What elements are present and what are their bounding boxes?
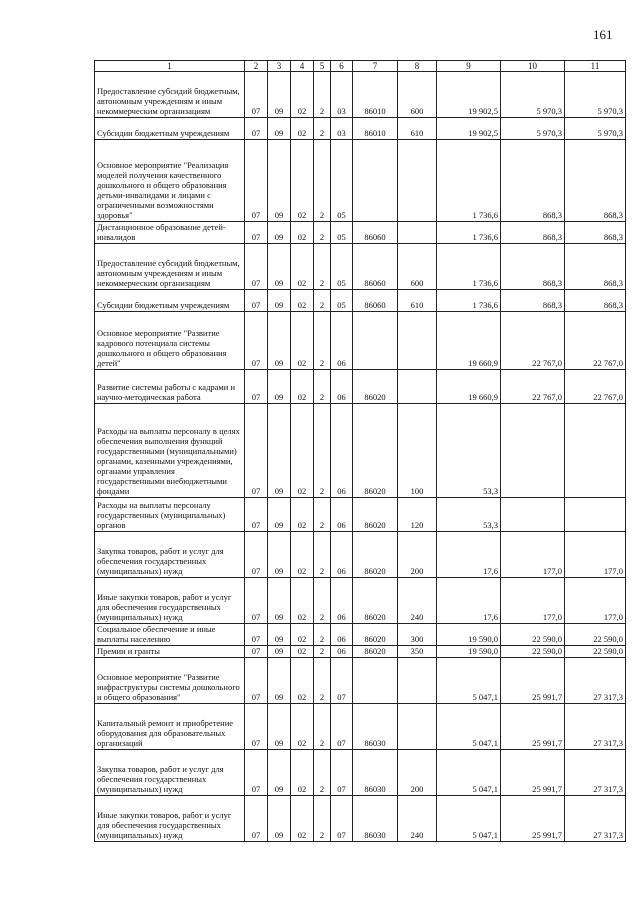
table-row xyxy=(95,498,626,532)
code-cell: 06 xyxy=(331,624,353,646)
code-cell xyxy=(398,704,437,750)
code-cell: 2 xyxy=(314,532,331,578)
code-cell: 86020 xyxy=(353,498,398,532)
code-cell: 86030 xyxy=(353,704,398,750)
row-name-cell: Основное мероприятие "Развитие кадрового потенциала системы дошкольного и общего образования детей" xyxy=(95,312,245,370)
code-cell: 07 xyxy=(245,72,268,118)
code-cell: 02 xyxy=(291,498,314,532)
amount-cell: 25 991,7 xyxy=(501,658,565,704)
amount-cell: 177,0 xyxy=(501,578,565,624)
code-cell: 86030 xyxy=(353,750,398,796)
table-header xyxy=(95,61,626,72)
table-row xyxy=(95,796,626,842)
code-cell: 02 xyxy=(291,532,314,578)
amount-cell: 5 970,3 xyxy=(501,118,565,140)
code-cell: 07 xyxy=(245,498,268,532)
code-cell: 86060 xyxy=(353,222,398,244)
code-cell: 86010 xyxy=(353,118,398,140)
code-cell: 09 xyxy=(268,658,291,704)
amount-cell: 25 991,7 xyxy=(501,704,565,750)
amount-cell xyxy=(565,404,626,498)
code-cell: 2 xyxy=(314,658,331,704)
code-cell: 02 xyxy=(291,244,314,290)
code-cell: 02 xyxy=(291,222,314,244)
column-header: 11 xyxy=(565,61,626,72)
row-name-cell: Закупка товаров, работ и услуг для обеспечения государственных (муниципальных) нужд xyxy=(95,532,245,578)
amount-cell: 868,3 xyxy=(501,222,565,244)
amount-cell: 22 767,0 xyxy=(501,312,565,370)
amount-cell: 25 991,7 xyxy=(501,750,565,796)
table-row xyxy=(95,578,626,624)
amount-cell: 22 767,0 xyxy=(565,370,626,404)
code-cell: 09 xyxy=(268,140,291,222)
table-row xyxy=(95,140,626,222)
code-cell: 200 xyxy=(398,750,437,796)
code-cell xyxy=(398,222,437,244)
code-cell: 2 xyxy=(314,244,331,290)
code-cell xyxy=(398,312,437,370)
code-cell: 2 xyxy=(314,72,331,118)
code-cell: 350 xyxy=(398,646,437,658)
amount-cell: 19 660,9 xyxy=(437,312,501,370)
code-cell: 2 xyxy=(314,370,331,404)
code-cell: 09 xyxy=(268,72,291,118)
amount-cell: 22 590,0 xyxy=(565,624,626,646)
code-cell: 09 xyxy=(268,312,291,370)
row-name-cell: Предоставление субсидий бюджетным, автономным учреждениям и иным некоммерческим организациям xyxy=(95,244,245,290)
code-cell: 2 xyxy=(314,704,331,750)
column-header: 3 xyxy=(268,61,291,72)
amount-cell: 868,3 xyxy=(501,244,565,290)
code-cell: 240 xyxy=(398,796,437,842)
code-cell: 06 xyxy=(331,498,353,532)
code-cell: 02 xyxy=(291,312,314,370)
amount-cell xyxy=(501,498,565,532)
code-cell: 07 xyxy=(245,704,268,750)
code-cell: 86020 xyxy=(353,532,398,578)
row-name-cell: Субсидии бюджетным учреждениям xyxy=(95,118,245,140)
amount-cell: 177,0 xyxy=(501,532,565,578)
code-cell: 07 xyxy=(245,796,268,842)
code-cell: 02 xyxy=(291,290,314,312)
table-row xyxy=(95,624,626,646)
code-cell: 86030 xyxy=(353,796,398,842)
code-cell: 09 xyxy=(268,404,291,498)
code-cell: 02 xyxy=(291,796,314,842)
code-cell: 05 xyxy=(331,140,353,222)
code-cell: 07 xyxy=(331,658,353,704)
code-cell: 07 xyxy=(245,290,268,312)
code-cell: 86060 xyxy=(353,244,398,290)
code-cell: 86060 xyxy=(353,290,398,312)
amount-cell: 22 767,0 xyxy=(565,312,626,370)
code-cell: 07 xyxy=(245,624,268,646)
code-cell: 86020 xyxy=(353,404,398,498)
code-cell: 02 xyxy=(291,646,314,658)
column-header: 8 xyxy=(398,61,437,72)
table-row xyxy=(95,118,626,140)
table-row xyxy=(95,290,626,312)
page-number: 161 xyxy=(593,27,613,42)
code-cell: 2 xyxy=(314,404,331,498)
amount-cell: 5 970,3 xyxy=(501,72,565,118)
table-body xyxy=(95,72,626,842)
budget-table xyxy=(94,60,626,842)
code-cell: 100 xyxy=(398,404,437,498)
code-cell: 06 xyxy=(331,532,353,578)
amount-cell: 5 047,1 xyxy=(437,796,501,842)
code-cell: 2 xyxy=(314,624,331,646)
code-cell: 06 xyxy=(331,312,353,370)
amount-cell: 868,3 xyxy=(501,140,565,222)
code-cell: 02 xyxy=(291,750,314,796)
amount-cell: 868,3 xyxy=(565,244,626,290)
code-cell: 02 xyxy=(291,118,314,140)
code-cell: 86020 xyxy=(353,370,398,404)
amount-cell: 177,0 xyxy=(565,578,626,624)
amount-cell: 17,6 xyxy=(437,532,501,578)
amount-cell: 868,3 xyxy=(565,222,626,244)
row-name-cell: Развитие системы работы с кадрами и научно-методическая работа xyxy=(95,370,245,404)
code-cell: 02 xyxy=(291,704,314,750)
row-name-cell: Иные закупки товаров, работ и услуг для обеспечения государственных (муниципальных) нужд xyxy=(95,796,245,842)
amount-cell: 868,3 xyxy=(501,290,565,312)
amount-cell: 25 991,7 xyxy=(501,796,565,842)
table-row xyxy=(95,72,626,118)
code-cell: 07 xyxy=(245,370,268,404)
code-cell: 09 xyxy=(268,370,291,404)
amount-cell: 27 317,3 xyxy=(565,796,626,842)
code-cell: 02 xyxy=(291,370,314,404)
amount-cell: 19 590,0 xyxy=(437,646,501,658)
row-name-cell: Субсидии бюджетным учреждениям xyxy=(95,290,245,312)
code-cell: 610 xyxy=(398,290,437,312)
code-cell xyxy=(398,370,437,404)
code-cell: 240 xyxy=(398,578,437,624)
table-row xyxy=(95,222,626,244)
code-cell: 07 xyxy=(245,646,268,658)
code-cell: 06 xyxy=(331,404,353,498)
row-name-cell: Капитальный ремонт и приобретение оборудования для образовательных организаций xyxy=(95,704,245,750)
code-cell: 06 xyxy=(331,646,353,658)
amount-cell xyxy=(501,404,565,498)
code-cell: 02 xyxy=(291,578,314,624)
amount-cell: 22 590,0 xyxy=(501,646,565,658)
amount-cell: 19 660,9 xyxy=(437,370,501,404)
amount-cell: 17,6 xyxy=(437,578,501,624)
table-row xyxy=(95,404,626,498)
code-cell: 2 xyxy=(314,578,331,624)
amount-cell: 868,3 xyxy=(565,290,626,312)
amount-cell: 1 736,6 xyxy=(437,222,501,244)
column-header: 2 xyxy=(245,61,268,72)
code-cell: 07 xyxy=(245,312,268,370)
code-cell: 09 xyxy=(268,624,291,646)
column-header: 5 xyxy=(314,61,331,72)
amount-cell: 27 317,3 xyxy=(565,658,626,704)
table-row xyxy=(95,704,626,750)
table-row xyxy=(95,244,626,290)
header-row xyxy=(95,61,626,72)
code-cell: 07 xyxy=(245,244,268,290)
amount-cell: 1 736,6 xyxy=(437,140,501,222)
amount-cell: 5 970,3 xyxy=(565,72,626,118)
code-cell: 07 xyxy=(245,750,268,796)
amount-cell: 19 902,5 xyxy=(437,118,501,140)
code-cell: 120 xyxy=(398,498,437,532)
code-cell: 2 xyxy=(314,312,331,370)
code-cell xyxy=(398,140,437,222)
amount-cell: 22 590,0 xyxy=(501,624,565,646)
code-cell: 09 xyxy=(268,118,291,140)
code-cell: 02 xyxy=(291,72,314,118)
code-cell: 07 xyxy=(245,578,268,624)
row-name-cell: Основное мероприятие "Реализация моделей получения качественного дошкольного и общего образования детьми-инвалидами и лицами с ограниченными возможностями здоровья" xyxy=(95,140,245,222)
amount-cell: 5 047,1 xyxy=(437,750,501,796)
code-cell: 2 xyxy=(314,140,331,222)
column-header: 10 xyxy=(501,61,565,72)
row-name-cell: Расходы на выплаты персоналу в целях обеспечения выполнения функций государственными (муниципальными) органами, казенными учреждениями, органами управления государственными внебюджетными фондами xyxy=(95,404,245,498)
code-cell: 09 xyxy=(268,498,291,532)
amount-cell: 19 902,5 xyxy=(437,72,501,118)
code-cell: 05 xyxy=(331,222,353,244)
amount-cell: 22 590,0 xyxy=(565,646,626,658)
code-cell: 09 xyxy=(268,222,291,244)
code-cell: 2 xyxy=(314,290,331,312)
table-row xyxy=(95,750,626,796)
amount-cell: 868,3 xyxy=(565,140,626,222)
code-cell: 86020 xyxy=(353,646,398,658)
code-cell: 03 xyxy=(331,118,353,140)
code-cell: 09 xyxy=(268,244,291,290)
row-name-cell: Иные закупки товаров, работ и услуг для обеспечения государственных (муниципальных) нужд xyxy=(95,578,245,624)
row-name-cell: Основное мероприятие "Развитие инфраструктуры системы дошкольного и общего образования" xyxy=(95,658,245,704)
row-name-cell: Закупка товаров, работ и услуг для обеспечения государственных (муниципальных) нужд xyxy=(95,750,245,796)
table-row xyxy=(95,370,626,404)
row-name-cell: Предоставление субсидий бюджетным, автономным учреждениям и иным некоммерческим организациям xyxy=(95,72,245,118)
table-row xyxy=(95,532,626,578)
code-cell: 09 xyxy=(268,290,291,312)
amount-cell: 27 317,3 xyxy=(565,750,626,796)
code-cell: 09 xyxy=(268,532,291,578)
code-cell: 07 xyxy=(245,658,268,704)
code-cell xyxy=(353,140,398,222)
amount-cell: 53,3 xyxy=(437,498,501,532)
code-cell: 07 xyxy=(245,140,268,222)
amount-cell: 1 736,6 xyxy=(437,290,501,312)
code-cell: 03 xyxy=(331,72,353,118)
code-cell: 09 xyxy=(268,796,291,842)
code-cell: 2 xyxy=(314,796,331,842)
code-cell: 02 xyxy=(291,140,314,222)
column-header: 9 xyxy=(437,61,501,72)
code-cell: 05 xyxy=(331,244,353,290)
code-cell: 02 xyxy=(291,624,314,646)
column-header: 6 xyxy=(331,61,353,72)
code-cell: 09 xyxy=(268,578,291,624)
code-cell: 2 xyxy=(314,118,331,140)
row-name-cell: Социальное обеспечение и иные выплаты населению xyxy=(95,624,245,646)
column-header: 4 xyxy=(291,61,314,72)
code-cell: 2 xyxy=(314,646,331,658)
row-name-cell: Премии и гранты xyxy=(95,646,245,658)
code-cell: 600 xyxy=(398,72,437,118)
amount-cell xyxy=(565,498,626,532)
code-cell: 02 xyxy=(291,404,314,498)
row-name-cell: Дистанционное образование детей-инвалидов xyxy=(95,222,245,244)
code-cell: 600 xyxy=(398,244,437,290)
code-cell: 07 xyxy=(331,750,353,796)
amount-cell: 5 047,1 xyxy=(437,704,501,750)
table-row xyxy=(95,646,626,658)
amount-cell: 19 590,0 xyxy=(437,624,501,646)
amount-cell: 1 736,6 xyxy=(437,244,501,290)
column-header: 1 xyxy=(95,61,245,72)
code-cell: 09 xyxy=(268,646,291,658)
code-cell: 05 xyxy=(331,290,353,312)
code-cell: 07 xyxy=(331,796,353,842)
table-row xyxy=(95,658,626,704)
code-cell: 09 xyxy=(268,704,291,750)
code-cell: 2 xyxy=(314,222,331,244)
column-header: 7 xyxy=(353,61,398,72)
amount-cell: 5 047,1 xyxy=(437,658,501,704)
code-cell: 06 xyxy=(331,370,353,404)
code-cell: 200 xyxy=(398,532,437,578)
code-cell: 07 xyxy=(245,532,268,578)
code-cell: 09 xyxy=(268,750,291,796)
code-cell: 2 xyxy=(314,750,331,796)
code-cell: 07 xyxy=(245,404,268,498)
amount-cell: 53,3 xyxy=(437,404,501,498)
code-cell: 86020 xyxy=(353,578,398,624)
code-cell: 07 xyxy=(245,118,268,140)
table-row xyxy=(95,312,626,370)
code-cell: 06 xyxy=(331,578,353,624)
code-cell: 02 xyxy=(291,658,314,704)
code-cell: 07 xyxy=(245,222,268,244)
code-cell: 07 xyxy=(331,704,353,750)
code-cell xyxy=(398,658,437,704)
code-cell xyxy=(353,312,398,370)
amount-cell: 22 767,0 xyxy=(501,370,565,404)
code-cell: 610 xyxy=(398,118,437,140)
code-cell: 86020 xyxy=(353,624,398,646)
amount-cell: 27 317,3 xyxy=(565,704,626,750)
amount-cell: 177,0 xyxy=(565,532,626,578)
amount-cell: 5 970,3 xyxy=(565,118,626,140)
code-cell: 300 xyxy=(398,624,437,646)
code-cell xyxy=(353,658,398,704)
code-cell: 2 xyxy=(314,498,331,532)
code-cell: 86010 xyxy=(353,72,398,118)
row-name-cell: Расходы на выплаты персоналу государственных (муниципальных) органов xyxy=(95,498,245,532)
